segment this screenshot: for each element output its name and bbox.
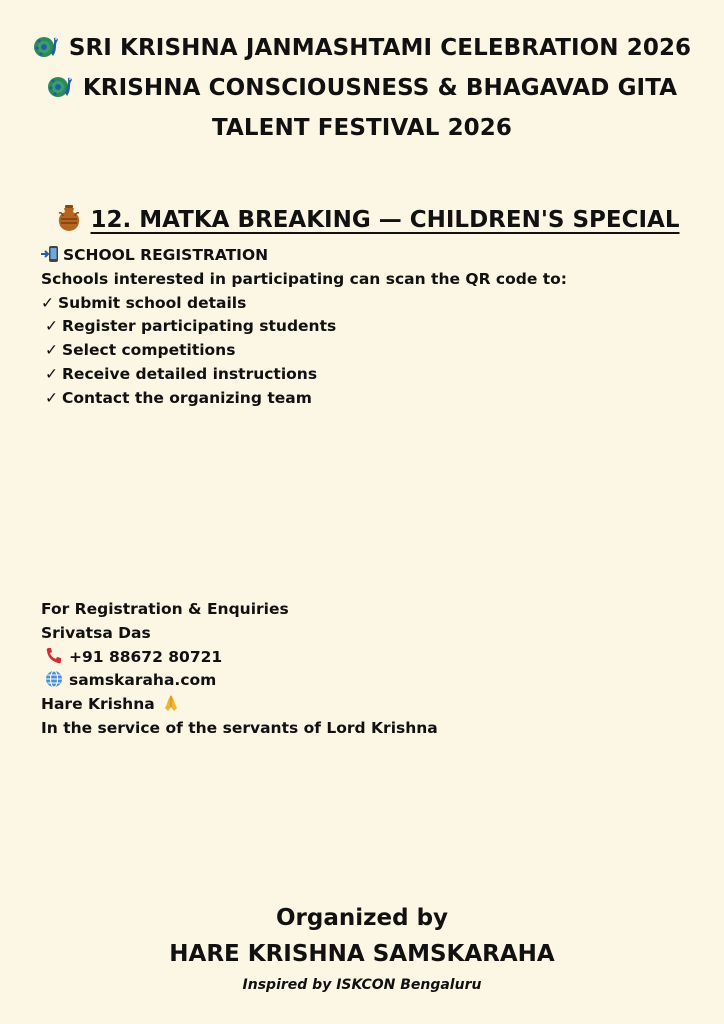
checklist-item bbox=[45, 387, 567, 411]
check-icon: ✓ bbox=[45, 364, 58, 383]
registration-heading bbox=[41, 244, 567, 268]
section-title-text: 12. MATKA BREAKING — CHILDREN'S SPECIAL bbox=[90, 207, 680, 233]
greeting bbox=[41, 693, 438, 717]
contact-phone-number: +91 88672 80721 bbox=[69, 647, 223, 666]
globe-icon bbox=[45, 670, 63, 688]
checklist-item-text: Select competitions bbox=[62, 341, 236, 360]
contact-phone[interactable] bbox=[45, 646, 438, 670]
check-icon: ✓ bbox=[45, 341, 58, 360]
registration-details bbox=[41, 244, 567, 411]
checklist-item-text: Register participating students bbox=[62, 317, 337, 336]
header-title-3: TALENT FESTIVAL 2026 bbox=[212, 115, 512, 141]
checklist-item bbox=[41, 292, 567, 316]
registration-intro: Schools interested in participating can scan the QR code to: bbox=[41, 269, 567, 288]
checklist-item-text: Submit school details bbox=[58, 293, 247, 312]
contact-website[interactable] bbox=[45, 669, 438, 693]
organized-by-label: Organized by bbox=[275, 905, 449, 931]
peacock-icon bbox=[47, 73, 75, 99]
check-icon: ✓ bbox=[41, 293, 54, 312]
check-icon: ✓ bbox=[45, 317, 58, 336]
peacock-icon bbox=[33, 33, 61, 59]
check-icon: ✓ bbox=[45, 388, 58, 407]
footer bbox=[0, 900, 724, 998]
greeting-text: Hare Krishna bbox=[41, 695, 155, 714]
header-line-1 bbox=[10, 28, 714, 68]
clay-pot-icon bbox=[57, 204, 81, 232]
header-line-2 bbox=[10, 68, 714, 108]
mobile-arrow-icon bbox=[41, 245, 59, 263]
checklist-item bbox=[45, 363, 567, 387]
contact-name: Srivatsa Das bbox=[41, 623, 151, 642]
inspired-by-line: Inspired by ISKCON Bengaluru bbox=[242, 977, 482, 993]
organization-name: HARE KRISHNA SAMSKARAHA bbox=[169, 941, 555, 967]
contact-block bbox=[41, 598, 438, 741]
header-title-1: SRI KRISHNA JANMASHTAMI CELEBRATION 2026 bbox=[68, 35, 692, 61]
folded-hands-icon bbox=[162, 694, 180, 712]
contact-heading: For Registration & Enquiries bbox=[41, 600, 289, 618]
event-header bbox=[10, 28, 714, 148]
checklist-item-text: Receive detailed instructions bbox=[62, 364, 318, 383]
registration-heading-text: SCHOOL REGISTRATION bbox=[63, 246, 269, 264]
checklist-item-text: Contact the organizing team bbox=[62, 388, 312, 407]
checklist-item bbox=[45, 315, 567, 339]
contact-website-link: samskaraha.com bbox=[69, 671, 217, 690]
service-line: In the service of the servants of Lord Krishna bbox=[41, 718, 438, 737]
telephone-icon bbox=[45, 647, 63, 665]
header-title-2: KRISHNA CONSCIOUSNESS & BHAGAVAD GITA bbox=[82, 75, 678, 101]
checklist-item bbox=[45, 339, 567, 363]
section-title bbox=[38, 200, 698, 240]
